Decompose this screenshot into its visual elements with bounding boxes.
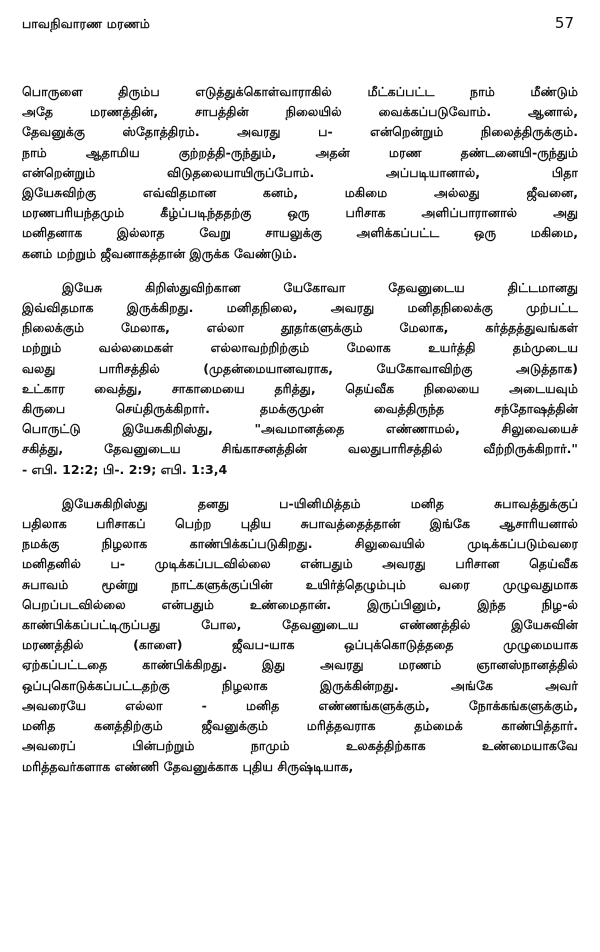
text-line: மனித கனத்திற்கும் ஜீவனுக்கும் மரித்தவராக தம்மைக் காண்பித்தார். <box>22 718 578 734</box>
text-line: இயேசு கிறிஸ்துவிற்கான யேகோவா தேவனுடைய திட்டமானது <box>62 279 578 295</box>
text-line: வலது பாரிசத்தில் (முதன்மையானவராக, யேகோவாவிற்கு அடுத்தாக) <box>22 360 578 376</box>
text-line: என்றென்றும் விடுதலையாயிருப்போம். அப்படியானால், பிதா <box>22 164 578 180</box>
text-line: பெறப்படவில்லை என்பதும் உண்மைதான். இருப்பினும், இந்த நிழ-ல் <box>22 596 578 612</box>
text-line: நாம் ஆதாமிய குற்றத்தி-ருந்தும், அதன் மரண தண்டனையி-ருந்தும் <box>22 144 578 160</box>
text-line: அவரைப் பின்பற்றும் நாமும் உலகத்திற்காக உண்மையாகவே <box>22 738 578 754</box>
text-line: இயேசுவிற்கு எவ்விதமான கனம், மகிமை அல்லது ஜீவனை, <box>22 185 578 201</box>
text-line: அதே மரணத்தின், சாபத்தின் நிலையில் வைக்கப்படுவோம். ஆனால், <box>22 104 578 120</box>
text-line: சகித்து, தேவனுடைய சிங்காசனத்தின் வலதுபாரிசத்தில் வீற்றிருக்கிறார்." <box>22 441 578 457</box>
text-line: மனிதனில் ப- முடிக்கப்படவில்லை என்பதும் அவரது பரிசான தெய்வீக <box>22 556 578 572</box>
text-line: நமக்கு நிழலாக காண்பிக்கப்படுகிறது. சிலுவையில் முடிக்கப்படும்வரை <box>22 536 578 552</box>
text-line: சுபாவம் மூன்று நாட்களுக்குப்பின் உயிர்த்தெழும்பும் வரை முழுவதுமாக <box>22 576 578 592</box>
text-line: மரணபரியந்தமும் கீழ்ப்படிந்ததற்கு ஒரு பரிசாக அளிப்பாரானால் அது <box>22 205 578 221</box>
text-line: அவரையே எல்லா - மனித எண்ணங்களுக்கும், நோக்கங்களுக்கும், <box>22 697 578 713</box>
text-line: கிருபை செய்திருக்கிறார். தமக்குமுன் வைத்திருந்த சந்தோஷத்தின் <box>22 401 578 417</box>
page-number: 57 <box>554 14 574 32</box>
text-line: - எபி. 12:2; பி-. 2:9; எபி. 1:3,4 <box>22 461 228 477</box>
text-line: பதிலாக பரிசாகப் பெற்ற புதிய சுபாவத்தைத்தான் இங்கே ஆசாரியனால் <box>22 516 578 532</box>
text-line: ஏற்கப்பட்டதை காண்பிக்கிறது. இது அவரது மரணம் ஞானஸ்நானத்தில் <box>22 657 578 673</box>
text-line: பொருளை திரும்ப எடுத்துக்கொள்வாராகில் மீட்கப்பட்ட நாம் மீண்டும் <box>22 84 578 99</box>
text-line: தேவனுக்கு ஸ்தோத்திரம். அவரது ப- என்றென்றும் நிலைத்திருக்கும். <box>22 124 578 140</box>
body-text <box>22 82 578 777</box>
text-line: கனம் மற்றும் ஜீவனாகத்தான் இருக்க வேண்டும். <box>22 245 298 261</box>
text-line: உட்கார வைத்து, சாகாமையை தரித்து, தெய்வீக நிலையை அடையவும் <box>22 380 578 396</box>
text-line: மனிதனாக இல்லாத வேறு சாயலுக்கு அளிக்கப்பட்ட ஒரு மகிமை, <box>22 225 578 241</box>
text-line: நிலைக்கும் மேலாக, எல்லா தூதர்களுக்கும் மேலாக, கர்த்தத்துவங்கள் <box>22 320 578 336</box>
paragraph <box>22 82 578 264</box>
text-line: மரித்தவர்களாக எண்ணி தேவனுக்காக புதிய சிருஷ்டியாக, <box>22 758 354 774</box>
text-line: இயேசுகிறிஸ்து தனது ப-யினிமித்தம் மனித சுபாவத்துக்குப் <box>62 495 578 511</box>
running-title: பாவநிவாரண மரணம் <box>22 16 151 31</box>
text-line: காண்பிக்கப்பட்டிருப்பது போல, தேவனுடைய எண்ணத்தில் இயேசுவின் <box>22 617 578 633</box>
paragraph <box>22 494 578 777</box>
page-header <box>22 14 578 40</box>
text-line: மற்றும் வல்லமைகள் எல்லாவற்றிற்கும் மேலாக உயர்த்தி தம்முடைய <box>22 340 578 356</box>
text-line: இவ்விதமாக இருக்கிறது. மனிதநிலை, அவரது மனிதநிலைக்கு முற்பட்ட <box>22 300 578 316</box>
text-line: மரணத்தில் (காளை) ஜீவப-யாக ஒப்புக்கொடுத்ததை முழுமையாக <box>22 637 578 653</box>
text-line: பொருட்டு இயேசுகிறிஸ்து, "அவமானத்தை எண்ணாமல், சிலுவையைச் <box>22 421 578 437</box>
text-line: ஒப்புகொடுக்கப்பட்டதற்கு நிழலாக இருக்கின்றது. அங்கே அவர் <box>22 677 578 693</box>
paragraph <box>22 278 578 480</box>
